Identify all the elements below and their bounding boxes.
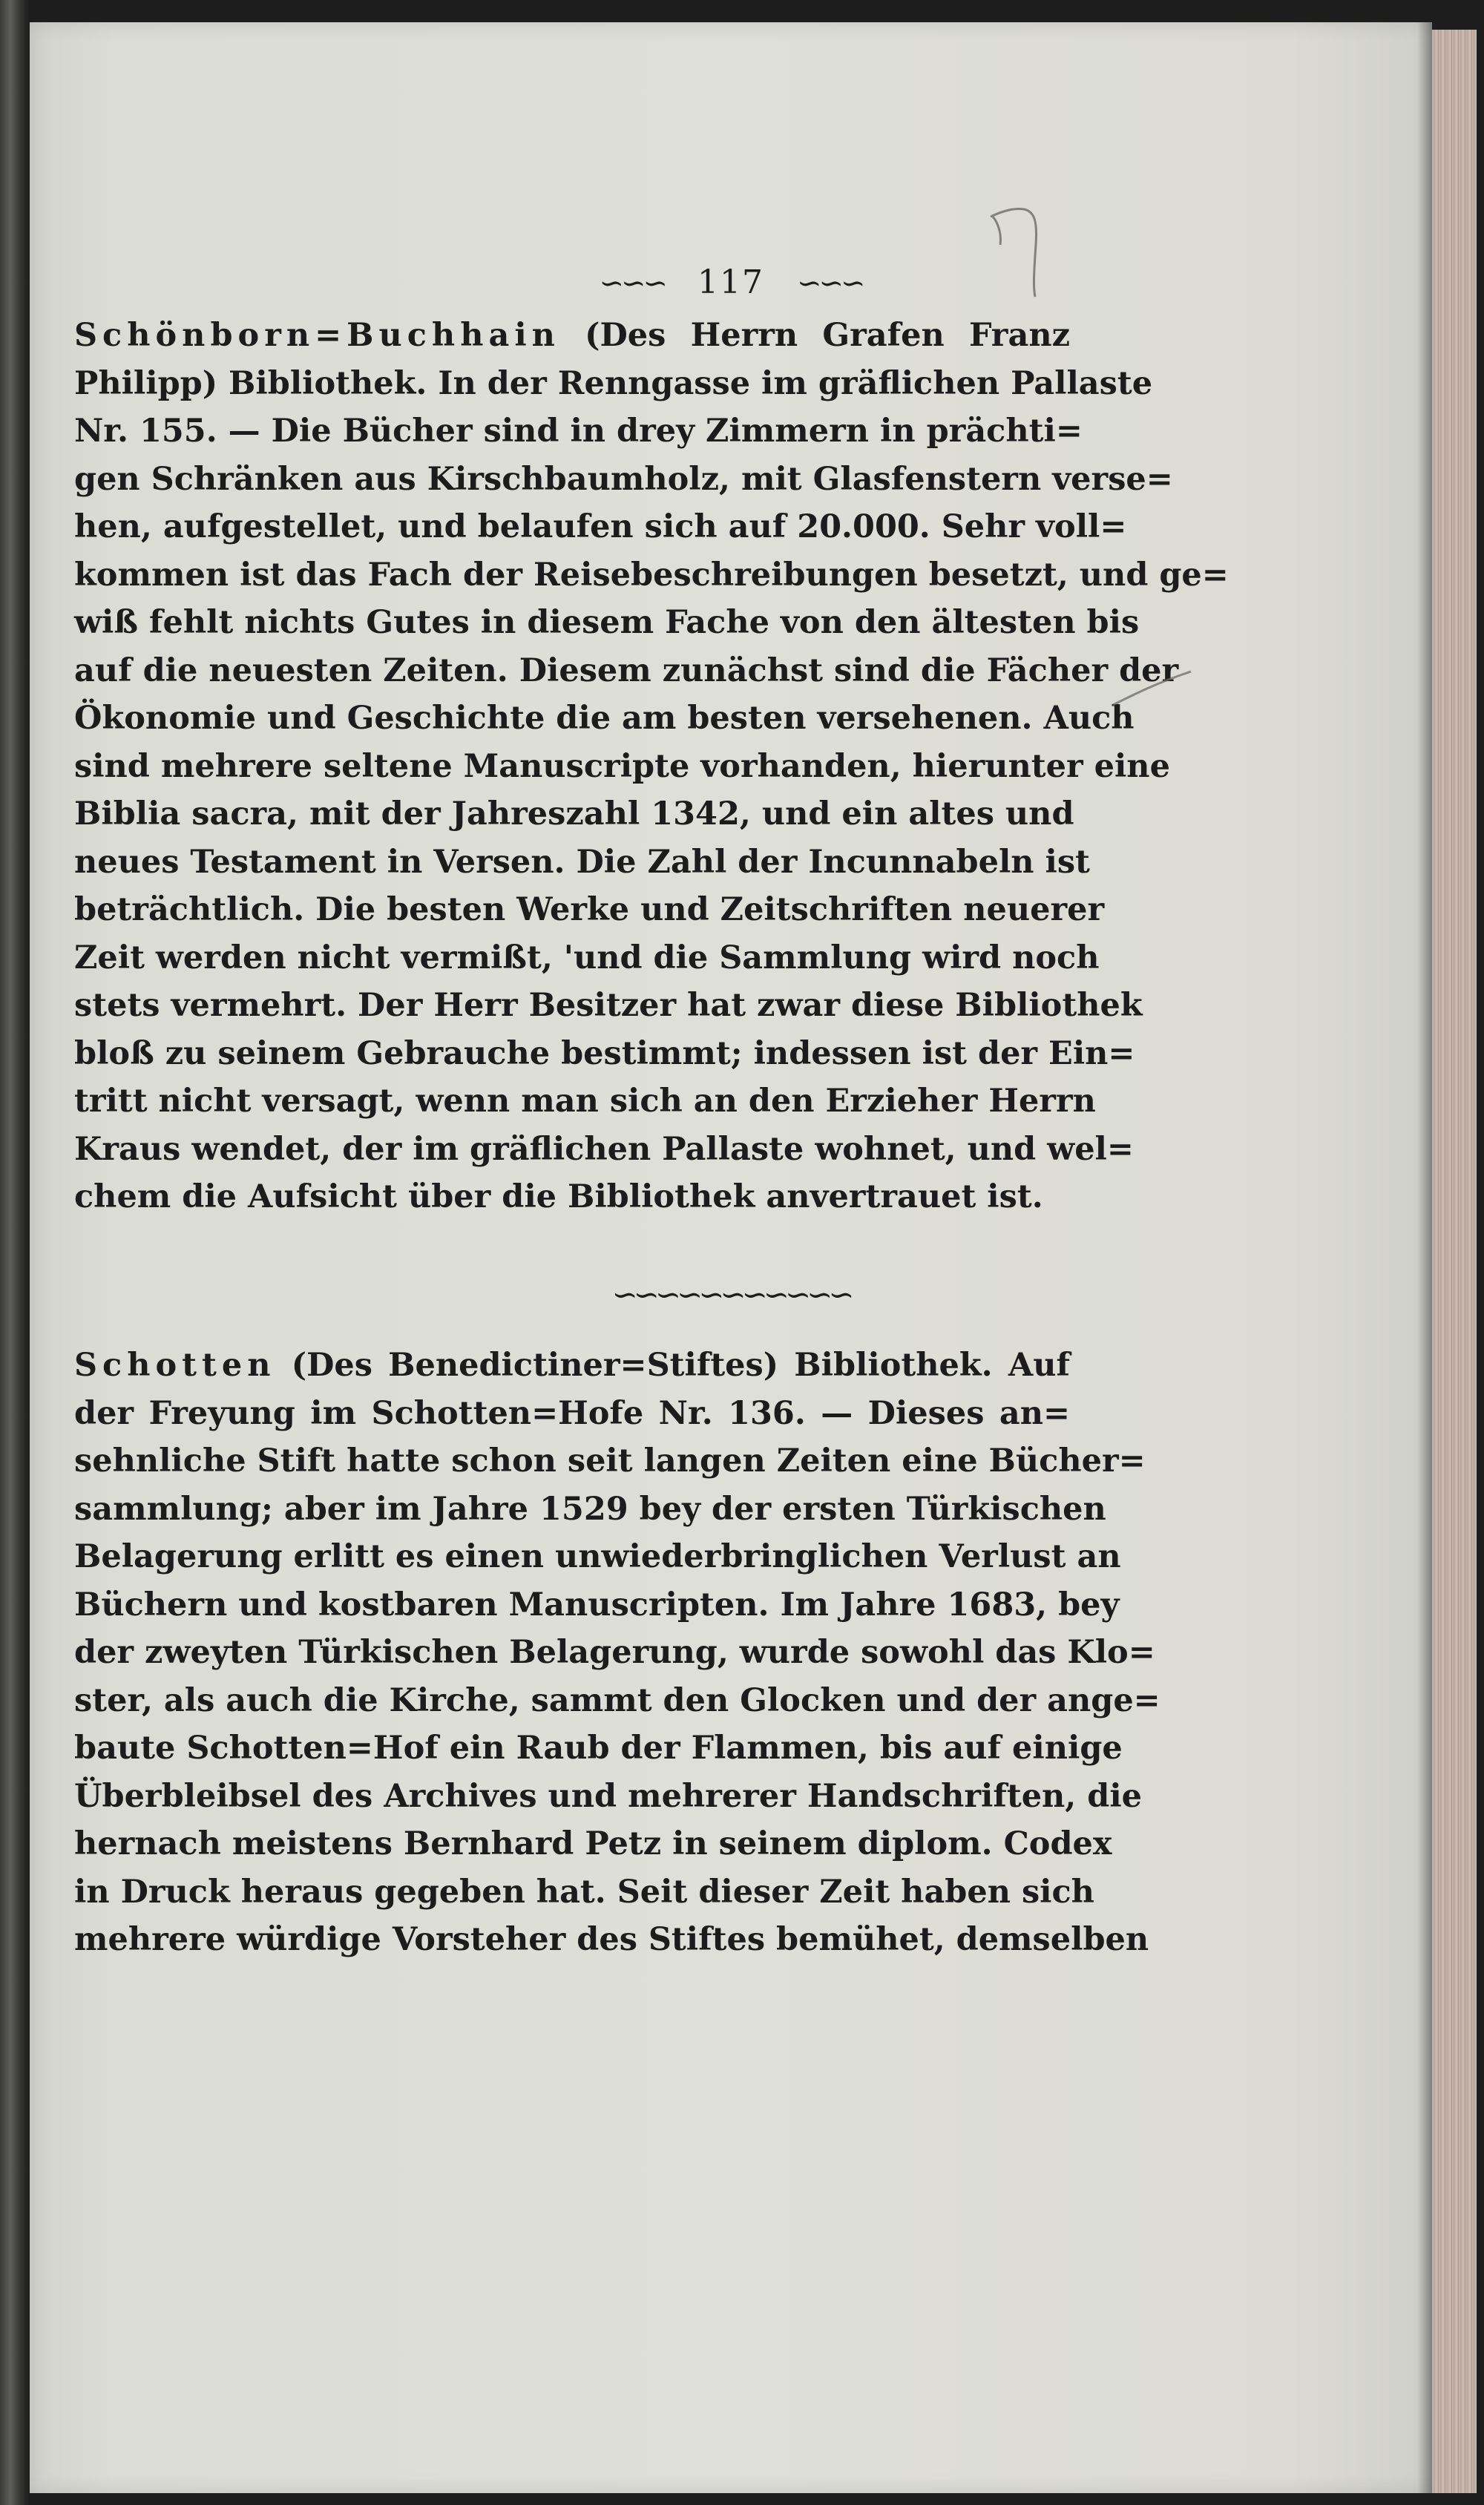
text-line: mehrere würdige Vorsteher des Stiftes bemühet, demselben xyxy=(74,1921,1149,1958)
text-line: Ökonomie und Geschichte die am besten versehenen. Auch xyxy=(74,700,1135,737)
text-line: sehnliche Stift hatte schon seit langen Zeiten eine Bücher= xyxy=(74,1442,1146,1480)
text-line: Belagerung erlitt es einen unwiederbringlichen Verlust an xyxy=(74,1538,1121,1575)
text-line: Zeit werden nicht vermißt, 'und die Sammlung wird noch xyxy=(74,939,1100,976)
text-line: baute Schotten=Hof ein Raub der Flammen, bis auf einige xyxy=(74,1730,1123,1767)
text-line: auf die neuesten Zeiten. Diesem zunächst sind die Fächer der xyxy=(74,651,1179,689)
text-line: chem die Aufsicht über die Bibliothek anvertrauet ist. xyxy=(74,1178,1043,1215)
entry-heading: Schönborn=Buchhain xyxy=(74,317,560,354)
text-line: der zweyten Türkischen Belagerung, wurde sowohl das Klo= xyxy=(74,1634,1155,1671)
text-line: Büchern und kostbaren Manuscripten. Im Jahre 1683, bey xyxy=(74,1586,1120,1624)
page-gutter-shadow xyxy=(1417,22,1432,2493)
text-line: Schotten (Des Benedictiner=Stiftes) Bibliothek. Auf xyxy=(74,1347,1070,1384)
text-line: Kraus wendet, der im gräflichen Pallaste wohnet, und wel= xyxy=(74,1130,1134,1168)
text-line: Überbleibsel des Archives und mehrerer Handschriften, die xyxy=(74,1777,1143,1815)
text-line: ster, als auch die Kirche, sammt den Glocken und der ange= xyxy=(74,1681,1160,1719)
text-line: Nr. 155. — Die Bücher sind in drey Zimmern in prächti= xyxy=(74,413,1083,450)
header-ornament-right: ∽∽∽ xyxy=(796,266,863,301)
text-line: in Druck heraus gegeben hat. Seit dieser Zeit haben sich xyxy=(74,1873,1094,1911)
section-divider-ornament: ∽∽∽∽∽∽∽∽∽∽∽ xyxy=(611,1276,850,1313)
text-line: neues Testament in Versen. Die Zahl der Incunnabeln ist xyxy=(74,843,1090,881)
page-edges xyxy=(1432,30,1477,2493)
entry-heading: Schotten xyxy=(74,1347,276,1384)
text-line: tritt nicht versagt, wenn man sich an den Erzieher Herrn xyxy=(74,1083,1096,1120)
text-line: der Freyung im Schotten=Hofe Nr. 136. — Dieses an= xyxy=(74,1394,1070,1432)
text-line: kommen ist das Fach der Reisebeschreibungen besetzt, und ge= xyxy=(74,556,1229,594)
text-line: beträchtlich. Die besten Werke und Zeitschriften neuerer xyxy=(74,891,1105,928)
header-ornament-left: ∽∽∽ xyxy=(599,266,665,301)
page-number: 117 xyxy=(697,263,764,301)
text-line: Philipp) Bibliothek. In der Renngasse im gräflichen Pallaste xyxy=(74,364,1153,402)
text-line: gen Schränken aus Kirschbaumholz, mit Glasfenstern verse= xyxy=(74,460,1173,498)
text-line: Schönborn=Buchhain (Des Herrn Grafen Franz xyxy=(74,317,1070,354)
text-line: stets vermehrt. Der Herr Besitzer hat zwar diese Bibliothek xyxy=(74,987,1143,1024)
entry-schoenborn-buchhain xyxy=(74,312,1229,1221)
text-line: hen, aufgestellet, und belaufen sich auf 20.000. Sehr voll= xyxy=(74,508,1127,545)
text-line: Biblia sacra, mit der Jahreszahl 1342, und ein altes und xyxy=(74,795,1074,833)
text-line: sind mehrere seltene Manuscripte vorhanden, hierunter eine xyxy=(74,747,1170,785)
entry-schotten xyxy=(74,1342,1160,1964)
page-header xyxy=(30,263,1432,301)
text-line: wiß fehlt nichts Gutes in diesem Fache von den ältesten bis xyxy=(74,604,1140,641)
text-line: bloß zu seinem Gebrauche bestimmt; indessen ist der Ein= xyxy=(74,1034,1135,1072)
text-line: hernach meistens Bernhard Petz in seinem diplom. Codex xyxy=(74,1825,1112,1862)
text-line: sammlung; aber im Jahre 1529 bey der ersten Türkischen xyxy=(74,1490,1106,1528)
